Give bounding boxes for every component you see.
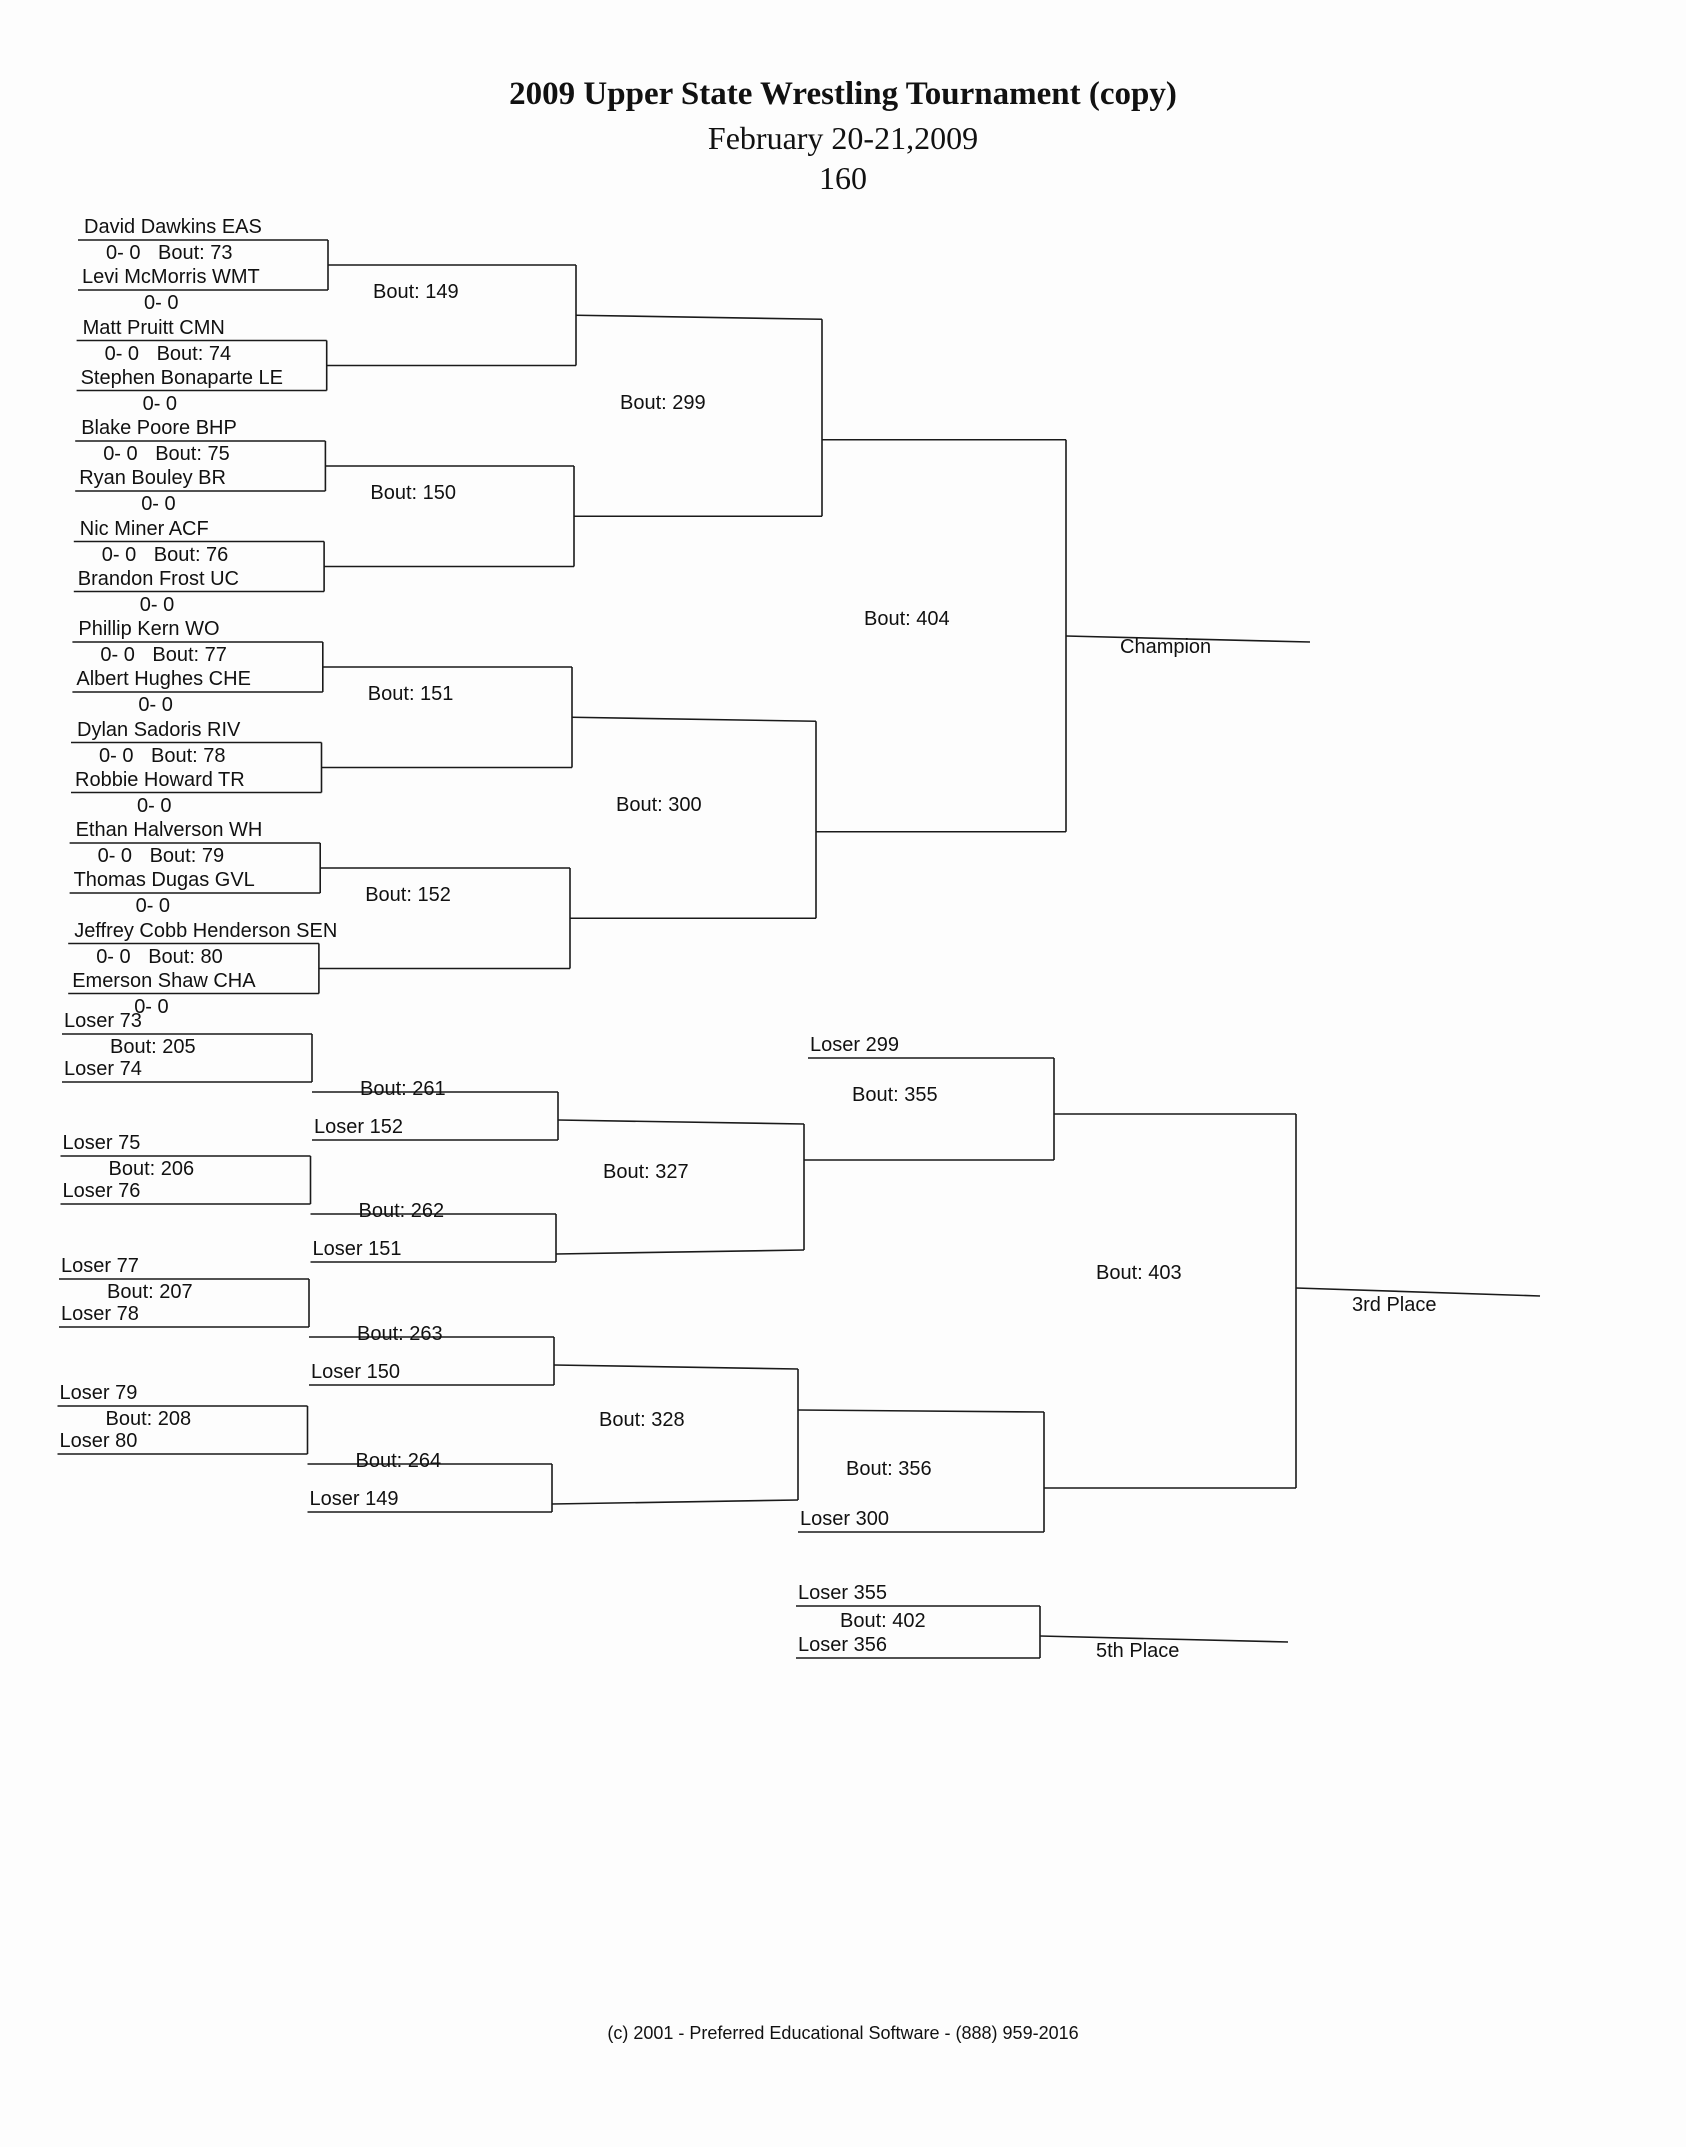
bout-number: Bout: 73	[158, 242, 233, 264]
bout-number: Bout: 151	[367, 683, 454, 706]
bout-number: Bout: 207	[107, 1281, 193, 1303]
loser-label: Loser 78	[61, 1303, 139, 1325]
third-place-label: 3rd Place	[1352, 1294, 1437, 1316]
cons3-top	[554, 1365, 798, 1369]
wrestler-name: Stephen Bonaparte LE	[80, 366, 283, 389]
loser-label: Loser 73	[64, 1010, 142, 1032]
cons3-top	[558, 1120, 804, 1124]
bout-number: Bout: 208	[105, 1408, 192, 1430]
wrestler-name: Blake Poore BHP	[81, 417, 237, 439]
wrestler-name: Jeffrey Cobb Henderson SEN	[74, 919, 338, 942]
wrestler-name: Ethan Halverson WH	[75, 819, 263, 841]
bout-number: Bout: 355	[852, 1084, 938, 1106]
wrestler-record: 0- 0	[97, 845, 133, 867]
loser-label: Loser 149	[309, 1488, 399, 1510]
wrestler-name: Matt Pruitt CMN	[82, 316, 225, 339]
bout-number: Bout: 152	[365, 884, 451, 907]
weight-class: 160	[819, 160, 867, 196]
tournament-date: February 20-21,2009	[707, 120, 979, 156]
wrestler-name: Robbie Howard TR	[75, 768, 245, 791]
loser-label: Loser 79	[59, 1382, 138, 1404]
wrestler-record: 0- 0	[142, 392, 178, 415]
wrestler-name: Nic Miner ACF	[79, 517, 209, 540]
cons4-top	[798, 1410, 1044, 1412]
bout-number: Bout: 76	[153, 543, 229, 566]
bout-number: Bout: 356	[846, 1458, 932, 1480]
copyright-footer: (c) 2001 - Preferred Educational Software - (888) 959-2016	[607, 2023, 1079, 2043]
bout-number: Bout: 263	[357, 1323, 443, 1345]
wrestler-record: 0- 0	[141, 493, 176, 515]
wrestler-name: David Dawkins EAS	[84, 216, 262, 238]
bout-number: Bout: 402	[840, 1610, 926, 1632]
wrestler-record: 0- 0	[138, 694, 173, 716]
semi-feed-top	[572, 717, 816, 721]
loser-label: Loser 299	[810, 1034, 899, 1056]
wrestler-record: 0- 0	[103, 443, 138, 465]
wrestler-record: 0- 0	[134, 995, 169, 1018]
bout-number: Bout: 80	[148, 945, 223, 968]
bout-number: Bout: 404	[864, 608, 950, 630]
bout-number: Bout: 150	[370, 482, 457, 505]
bout-number: Bout: 205	[110, 1036, 196, 1058]
loser-label: Loser 355	[798, 1582, 887, 1604]
loser-label: Loser 74	[64, 1058, 142, 1080]
wrestler-name: Phillip Kern WO	[78, 618, 220, 640]
cons3-bottom	[556, 1250, 804, 1254]
bout-number: Bout: 328	[599, 1408, 685, 1431]
wrestler-record: 0- 0	[96, 945, 131, 968]
bout-number: Bout: 264	[355, 1450, 442, 1472]
semi-feed-top	[576, 315, 822, 319]
bout-number: Bout: 206	[108, 1158, 195, 1180]
wrestler-name: Ryan Bouley BR	[79, 467, 226, 489]
loser-label: Loser 77	[61, 1255, 139, 1277]
bout-number: Bout: 74	[156, 342, 232, 365]
cons3-bottom	[552, 1500, 798, 1504]
wrestler-name: Albert Hughes CHE	[76, 668, 251, 690]
bout-number: Bout: 261	[360, 1078, 446, 1100]
wrestler-record: 0- 0	[135, 895, 171, 917]
bout-number: Bout: 149	[373, 281, 459, 304]
wrestler-record: 0- 0	[137, 794, 172, 817]
bout-number: Bout: 403	[1096, 1262, 1182, 1284]
bout-number: Bout: 262	[358, 1200, 445, 1222]
bout-number: Bout: 79	[149, 845, 225, 867]
loser-label: Loser 80	[59, 1430, 138, 1452]
wrestler-record: 0- 0	[144, 292, 179, 314]
wrestler-record: 0- 0	[139, 593, 175, 616]
wrestler-name: Levi McMorris WMT	[82, 266, 260, 288]
tournament-title: 2009 Upper State Wrestling Tournament (copy)	[509, 76, 1177, 112]
wrestler-record: 0- 0	[99, 744, 134, 767]
wrestler-name: Thomas Dugas GVL	[73, 869, 255, 891]
loser-label: Loser 356	[798, 1634, 887, 1656]
loser-label: Loser 150	[311, 1361, 400, 1383]
wrestler-name: Emerson Shaw CHA	[72, 969, 256, 992]
wrestler-record: 0- 0	[100, 644, 135, 666]
wrestler-record: 0- 0	[106, 242, 141, 264]
bout-number: Bout: 77	[152, 644, 227, 666]
wrestler-name: Brandon Frost UC	[77, 567, 239, 590]
champion-label: Champion	[1120, 636, 1212, 658]
loser-label: Loser 76	[62, 1180, 141, 1202]
loser-label: Loser 152	[314, 1116, 403, 1138]
fifth-place-label: 5th Place	[1096, 1640, 1180, 1662]
wrestler-record: 0- 0	[101, 543, 137, 566]
bout-number: Bout: 78	[151, 744, 226, 767]
loser-label: Loser 300	[800, 1508, 889, 1530]
bout-number: Bout: 75	[155, 443, 230, 465]
bout-number: Bout: 327	[603, 1161, 689, 1183]
bout-number: Bout: 300	[616, 793, 702, 816]
bout-number: Bout: 299	[620, 391, 706, 414]
loser-label: Loser 75	[62, 1132, 141, 1154]
loser-label: Loser 151	[312, 1238, 402, 1260]
wrestler-record: 0- 0	[104, 342, 140, 365]
wrestler-name: Dylan Sadoris RIV	[77, 718, 241, 741]
